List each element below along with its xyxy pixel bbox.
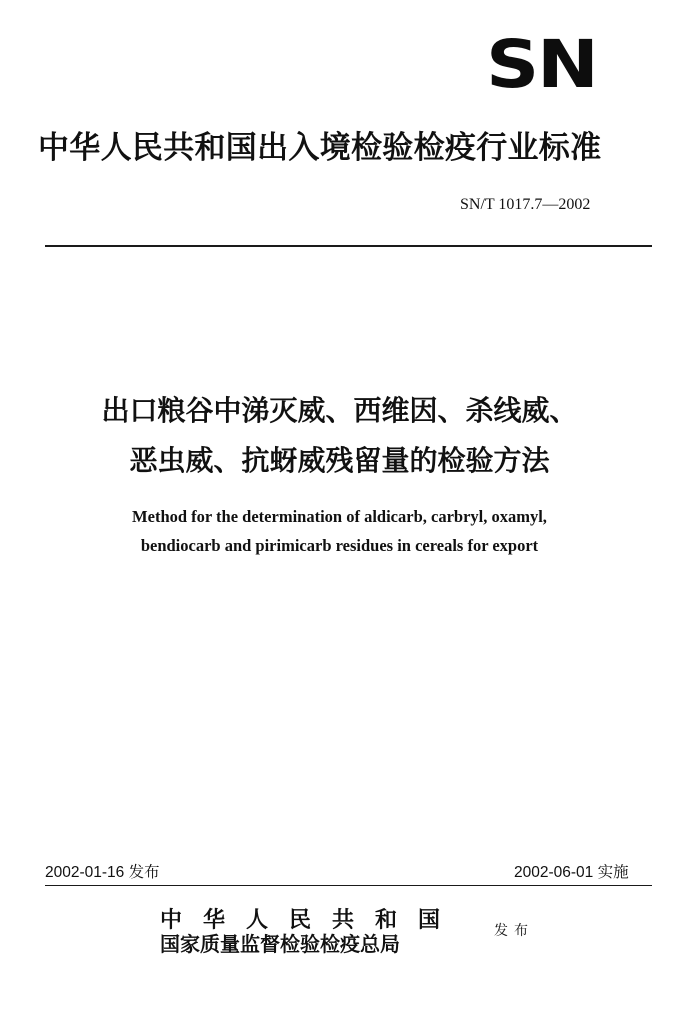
header-divider xyxy=(45,245,652,247)
english-title-line-2: bendiocarb and pirimicarb residues in cereals for export xyxy=(140,536,539,555)
implementation-date: 2002-06-01 实施 xyxy=(514,864,629,881)
issuer-country: 中华人民共和国 xyxy=(160,907,462,933)
standard-code: SN/T 1017.7—2002 xyxy=(460,196,591,213)
issuer-agency: 国家质量监督检验检疫总局 xyxy=(160,932,400,956)
chinese-title xyxy=(0,386,679,486)
english-title xyxy=(0,502,679,560)
organization-title: 中华人民共和国出入境检验检疫行业标准 xyxy=(38,130,602,166)
chinese-title-line-2: 恶虫威、抗蚜威残留量的检验方法 xyxy=(129,444,550,477)
issue-label: 发布 xyxy=(494,923,534,939)
chinese-title-line-1: 出口粮谷中涕灭威、西维因、杀线威、 xyxy=(101,394,578,427)
footer-divider xyxy=(45,885,652,886)
issue-date: 2002-01-16 发布 xyxy=(45,864,160,881)
english-title-line-1: Method for the determination of aldicarb, carbryl, oxamyl, xyxy=(132,507,547,526)
sn-logo: SN xyxy=(486,26,597,103)
